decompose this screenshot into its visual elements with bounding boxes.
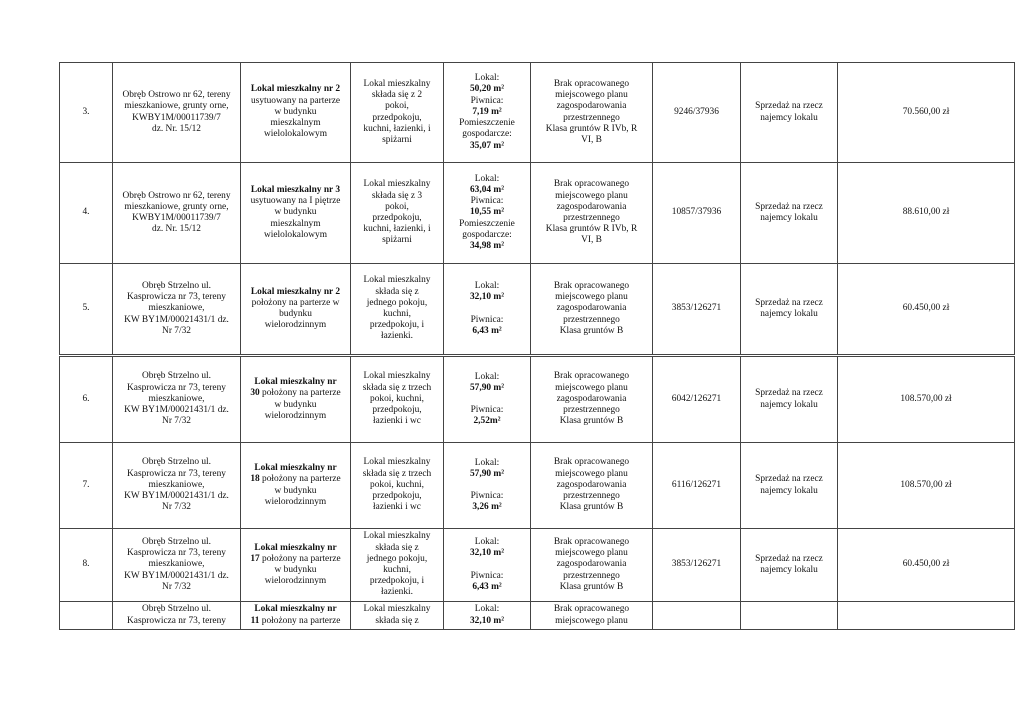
area-line xyxy=(447,480,527,491)
unit-title-bold: Lokal mieszkalny nr 2 xyxy=(250,286,341,297)
location-line: mieszkaniowe, xyxy=(148,559,205,570)
location-line: mieszkaniowe, grunty orne, xyxy=(124,201,229,212)
row-number-cell xyxy=(60,357,113,443)
composition-line: pokoi, kuchni, xyxy=(370,393,424,404)
area-line: 57,90 m² xyxy=(469,468,505,479)
area-line: 32,10 m² xyxy=(469,292,505,303)
location-line: Kasprowicza nr 73, tereny xyxy=(127,292,226,303)
plan-cell xyxy=(531,443,653,529)
sale-mode-line: Sprzedaż na rzecz xyxy=(755,553,823,564)
composition-line: kuchni, xyxy=(383,565,411,575)
plan-line: Brak opracowanego xyxy=(553,604,630,615)
share-cell xyxy=(653,63,741,163)
area-line: Piwnica: xyxy=(470,95,504,106)
area-line: 2,52m² xyxy=(473,416,501,427)
location-line: mieszkaniowe, xyxy=(148,479,205,490)
location-line: Kasprowicza nr 73, tereny xyxy=(127,615,226,626)
table-row xyxy=(60,163,1015,264)
plan-cell xyxy=(531,529,653,602)
sale-mode-cell xyxy=(741,529,838,602)
composition-cell xyxy=(351,529,444,602)
unit-cell xyxy=(241,602,351,630)
composition-line: Lokal mieszkalny xyxy=(363,604,431,615)
location-line: mieszkaniowe, xyxy=(148,303,205,314)
unit-number-line xyxy=(244,554,347,565)
sale-mode-line: Sprzedaż na rzecz xyxy=(755,201,823,212)
composition-line: spiżarni xyxy=(382,134,412,145)
row-number-cell xyxy=(60,163,113,264)
sale-mode-cell xyxy=(741,357,838,443)
plan-line: Brak opracowanego xyxy=(553,371,630,382)
table-row xyxy=(60,529,1015,602)
area-cell xyxy=(444,443,531,529)
row-number-cell xyxy=(60,63,113,163)
area-line: Piwnica: xyxy=(470,196,504,207)
unit-title xyxy=(244,463,347,474)
unit-number: 11 xyxy=(250,615,260,626)
area-line: Piwnica: xyxy=(470,405,504,415)
composition-line: Lokal mieszkalny xyxy=(363,371,431,382)
composition-line: Lokal mieszkalny xyxy=(363,531,431,542)
sale-mode-line: najemcy lokalu xyxy=(760,485,818,496)
sale-mode-cell xyxy=(741,443,838,529)
composition-line: składa się z 2 xyxy=(371,90,423,101)
location-line: dz. Nr. 15/12 xyxy=(152,224,201,235)
plan-line: zagospodarowania xyxy=(556,393,627,404)
share-cell xyxy=(653,443,741,529)
sale-mode-line: najemcy lokalu xyxy=(760,309,818,319)
sale-mode-cell xyxy=(741,602,838,630)
unit-number-line xyxy=(244,474,347,485)
sale-mode-cell xyxy=(741,63,838,163)
area-cell xyxy=(444,264,531,355)
unit-desc-inline: położony na parterze xyxy=(259,388,341,399)
location-line: KWBY1M/00011739/7 xyxy=(132,213,221,223)
row-number-cell xyxy=(60,602,113,630)
unit-cell xyxy=(241,357,351,443)
unit-title-bold: Lokal mieszkalny nr xyxy=(254,604,337,615)
plan-line: Brak opracowanego xyxy=(553,457,630,468)
composition-line: Lokal mieszkalny xyxy=(363,179,431,190)
area-cell xyxy=(444,163,531,264)
composition-cell xyxy=(351,602,444,630)
unit-title xyxy=(244,377,347,388)
area-line: 35,07 m² xyxy=(469,140,505,151)
location-cell xyxy=(113,163,241,264)
plan-line: Klasa gruntów B xyxy=(559,502,624,513)
unit-title xyxy=(244,185,347,196)
plan-line: miejscowego planu xyxy=(555,548,628,559)
composition-line: składa się z trzech xyxy=(362,468,432,479)
unit-title xyxy=(244,543,347,554)
area-line: Lokal: xyxy=(474,371,500,382)
location-line: KW BY1M/00021431/1 dz. xyxy=(124,491,229,502)
unit-desc-line: budynku xyxy=(279,309,312,319)
location-line: Obręb Strzelno ul. xyxy=(142,371,211,382)
plan-line: zagospodarowania xyxy=(556,201,627,212)
location-cell xyxy=(113,443,241,529)
plan-line: Brak opracowanego xyxy=(553,78,630,89)
unit-desc-inline: położony na parterze xyxy=(259,474,341,485)
share-value: 3853/126271 xyxy=(671,559,722,570)
location-line: Nr 7/32 xyxy=(162,502,191,513)
unit-desc-line: mieszkalnym xyxy=(270,218,321,229)
composition-line: składa się z xyxy=(375,615,419,626)
unit-desc-line: położony na parterze w xyxy=(251,297,340,308)
location-line: KWBY1M/00011739/7 xyxy=(132,112,221,123)
price-value: 60.450,00 zł xyxy=(902,559,950,570)
location-line: KW BY1M/00021431/1 dz. xyxy=(124,570,229,581)
composition-line: jednego pokoju, xyxy=(366,553,428,564)
table-row xyxy=(60,63,1015,163)
share-cell xyxy=(653,264,741,355)
area-cell xyxy=(444,357,531,443)
price-cell xyxy=(838,63,1015,163)
area-line: Lokal: xyxy=(474,604,500,615)
area-line: Piwnica: xyxy=(470,570,504,581)
area-line: Lokal: xyxy=(474,537,500,548)
row-number-cell xyxy=(60,443,113,529)
composition-cell xyxy=(351,357,444,443)
unit-title xyxy=(244,287,347,298)
area-line: 32,10 m² xyxy=(469,548,505,559)
plan-line: przestrzennego xyxy=(563,491,620,502)
composition-cell xyxy=(351,63,444,163)
plan-line: Brak opracowanego xyxy=(553,179,630,190)
row-number-cell xyxy=(60,529,113,602)
composition-cell xyxy=(351,443,444,529)
unit-desc-inline: położony na parterze xyxy=(259,615,341,626)
unit-title-bold: Lokal mieszkalny nr xyxy=(254,463,337,474)
unit-desc-line: w budynku xyxy=(274,106,317,117)
composition-line: pokoi, xyxy=(385,201,409,212)
sale-mode-cell xyxy=(741,163,838,264)
share-cell xyxy=(653,602,741,630)
unit-desc-inline: położony na parterze xyxy=(259,553,341,564)
plan-line: Klasa gruntów B xyxy=(559,581,624,592)
composition-line: łazienki. xyxy=(380,587,414,598)
price-cell xyxy=(838,163,1015,264)
composition-line: łazienki. xyxy=(380,331,414,342)
plan-line: przestrzennego xyxy=(563,570,620,581)
row-number: 6. xyxy=(82,393,90,404)
composition-line: pokoi, xyxy=(385,101,409,112)
location-cell xyxy=(113,357,241,443)
composition-line: przedpokoju, i xyxy=(369,576,425,587)
unit-desc-line: w budynku xyxy=(274,565,317,575)
unit-title-bold: Lokal mieszkalny nr xyxy=(254,377,337,388)
plan-line: Klasa gruntów B xyxy=(559,325,624,336)
composition-line: łazienki i wc xyxy=(373,416,421,427)
area-line: Lokal: xyxy=(474,457,500,468)
unit-number-line xyxy=(244,616,347,627)
unit-desc-line: usytuowany na I piętrze xyxy=(250,196,341,207)
row-number xyxy=(63,610,109,621)
location-line: mieszkaniowe, xyxy=(148,393,205,404)
price-cell xyxy=(838,357,1015,443)
sale-mode-line: Sprzedaż na rzecz xyxy=(755,101,823,112)
unit-number-line xyxy=(244,388,347,399)
location-line: KW BY1M/00021431/1 dz. xyxy=(124,405,229,416)
row-number: 4. xyxy=(82,207,90,218)
unit-desc-line: wielolokalowym xyxy=(263,129,327,140)
area-line: 34,98 m² xyxy=(469,241,505,251)
plan-line: VI, B xyxy=(581,134,602,145)
location-line: Nr 7/32 xyxy=(162,325,191,336)
unit-number: 17 xyxy=(250,553,260,564)
plan-line: zagospodarowania xyxy=(556,101,627,112)
location-line: Obręb Strzelno ul. xyxy=(142,457,211,468)
area-line: 3,26 m² xyxy=(472,502,502,513)
area-line: Pomieszczenie xyxy=(459,218,515,229)
area-line: Pomieszczenie xyxy=(459,118,515,129)
row-number: 8. xyxy=(82,559,90,570)
sale-mode-line: najemcy lokalu xyxy=(760,399,818,410)
composition-line: kuchni, xyxy=(383,309,411,319)
plan-line: miejscowego planu xyxy=(555,190,628,201)
composition-line: przedpokoju, i xyxy=(369,320,425,331)
location-line: Nr 7/32 xyxy=(162,581,191,592)
unit-title-bold: Lokal mieszkalny nr 2 xyxy=(250,84,341,95)
plan-line: przestrzennego xyxy=(563,314,620,325)
unit-number: 18 xyxy=(250,474,260,485)
location-line: Obręb Strzelno ul. xyxy=(142,536,211,547)
table-row xyxy=(60,264,1015,355)
unit-desc-line: wielorodzinnym xyxy=(264,410,327,421)
location-line: Nr 7/32 xyxy=(162,416,191,427)
unit-title xyxy=(244,84,347,95)
unit-cell xyxy=(241,264,351,355)
share-value: 9246/37936 xyxy=(674,106,719,117)
sale-mode-line: Sprzedaż na rzecz xyxy=(755,297,823,308)
price-value: 60.450,00 zł xyxy=(902,303,950,314)
area-line: 7,19 m² xyxy=(472,106,502,117)
composition-line: składa się z trzech xyxy=(362,382,432,393)
location-line: Obręb Strzelno ul. xyxy=(142,280,211,291)
area-line: gospodarcze: xyxy=(462,229,512,240)
area-cell xyxy=(444,602,531,630)
plan-line: zagospodarowania xyxy=(556,479,627,490)
plan-line: Klasa gruntów R IVb, R xyxy=(545,224,638,235)
unit-desc-line: usytuowany na parterze xyxy=(250,95,341,106)
share-value: 3853/126271 xyxy=(671,303,722,314)
composition-line: jednego pokoju, xyxy=(366,297,428,308)
area-line: Piwnica: xyxy=(470,314,504,325)
row-number: 7. xyxy=(82,479,90,490)
location-line: Obręb Ostrowo nr 62, tereny xyxy=(122,190,231,201)
area-line xyxy=(447,304,527,315)
location-line: Kasprowicza nr 73, tereny xyxy=(127,382,226,393)
location-line: KW BY1M/00021431/1 dz. xyxy=(124,314,229,325)
location-cell xyxy=(113,264,241,355)
plan-cell xyxy=(531,357,653,443)
unit-cell xyxy=(241,529,351,602)
location-cell xyxy=(113,602,241,630)
table-row xyxy=(60,357,1015,443)
plan-line: przestrzennego xyxy=(563,112,620,123)
plan-cell xyxy=(531,602,653,630)
row-number: 5. xyxy=(82,303,90,314)
unit-cell xyxy=(241,443,351,529)
location-line: Obręb Strzelno ul. xyxy=(142,604,211,615)
unit-title-bold: Lokal mieszkalny nr xyxy=(254,542,337,553)
composition-line: Lokal mieszkalny xyxy=(363,457,431,468)
row-number: 3. xyxy=(82,106,90,117)
sale-mode-line: najemcy lokalu xyxy=(760,213,818,223)
unit-desc-line: w budynku xyxy=(274,207,317,218)
plan-line: Klasa gruntów B xyxy=(559,416,624,427)
unit-desc-line: w budynku xyxy=(274,485,317,496)
plan-line: VI, B xyxy=(581,235,602,246)
composition-line: łazienki i wc xyxy=(373,502,421,513)
unit-number: 30 xyxy=(250,388,260,399)
plan-cell xyxy=(531,63,653,163)
unit-desc-line: mieszkalnym xyxy=(270,118,321,129)
location-line: mieszkaniowe, grunty orne, xyxy=(124,101,229,112)
table-row xyxy=(60,443,1015,529)
area-cell xyxy=(444,63,531,163)
plan-line: miejscowego planu xyxy=(555,382,628,393)
price-cell xyxy=(838,443,1015,529)
sale-mode-line: Sprzedaż na rzecz xyxy=(755,474,823,485)
area-line: 10,55 m² xyxy=(469,207,505,218)
share-value: 6116/126271 xyxy=(671,479,722,490)
composition-line: przedpokoju, xyxy=(372,491,422,502)
plan-line: zagospodarowania xyxy=(556,303,627,314)
area-cell xyxy=(444,529,531,602)
share-cell xyxy=(653,529,741,602)
price-value: 70.560,00 zł xyxy=(902,106,950,117)
sale-mode-cell xyxy=(741,264,838,355)
composition-line: przedpokoju, xyxy=(372,112,422,123)
area-line: Piwnica: xyxy=(470,491,504,501)
sale-mode-line: najemcy lokalu xyxy=(760,565,818,575)
plan-line: Brak opracowanego xyxy=(553,280,630,291)
unit-desc-line: wielorodzinnym xyxy=(264,496,327,507)
area-line: Lokal: xyxy=(474,73,500,84)
plan-line: zagospodarowania xyxy=(556,559,627,570)
composition-line: składa się z 3 xyxy=(371,190,423,201)
location-line: dz. Nr. 15/12 xyxy=(152,123,201,134)
plan-line: miejscowego planu xyxy=(555,90,628,101)
composition-line: Lokal mieszkalny xyxy=(363,78,431,89)
location-line: Obręb Ostrowo nr 62, tereny xyxy=(122,90,231,101)
composition-line: pokoi, kuchni, xyxy=(370,479,424,490)
location-line: Kasprowicza nr 73, tereny xyxy=(127,548,226,559)
share-cell xyxy=(653,357,741,443)
composition-line: składa się z xyxy=(375,542,419,553)
unit-desc-line: wielorodzinnym xyxy=(264,320,327,331)
share-value: 6042/126271 xyxy=(671,393,722,404)
plan-line: przestrzennego xyxy=(563,213,620,223)
composition-line: przedpokoju, xyxy=(372,213,422,223)
area-line xyxy=(447,560,527,571)
location-line: Kasprowicza nr 73, tereny xyxy=(127,468,226,479)
area-line xyxy=(447,394,527,405)
plan-line: Brak opracowanego xyxy=(553,536,630,547)
property-table-top xyxy=(59,62,1015,355)
area-line: 63,04 m² xyxy=(469,184,505,195)
price-value: 88.610,00 zł xyxy=(902,207,950,218)
plan-line: miejscowego planu xyxy=(555,292,628,303)
plan-line: Klasa gruntów R IVb, R xyxy=(545,123,638,134)
unit-desc-line: wielolokalowym xyxy=(263,229,327,240)
row-number-cell xyxy=(60,264,113,355)
sale-mode-line: Sprzedaż na rzecz xyxy=(755,388,823,399)
share-value xyxy=(656,610,737,621)
plan-cell xyxy=(531,163,653,264)
composition-line: przedpokoju, xyxy=(372,405,422,416)
price-value xyxy=(841,610,1011,621)
area-line: 6,43 m² xyxy=(472,325,502,336)
price-value: 108.570,00 zł xyxy=(900,479,952,490)
plan-line: przestrzennego xyxy=(563,405,620,416)
composition-cell xyxy=(351,264,444,355)
table-row xyxy=(60,602,1015,630)
share-value: 10857/37936 xyxy=(671,207,722,218)
unit-desc-line: wielorodzinnym xyxy=(264,576,327,587)
area-line: gospodarcze: xyxy=(462,129,512,140)
unit-desc-line: w budynku xyxy=(274,399,317,410)
composition-line: składa się z xyxy=(375,286,419,297)
composition-line: Lokal mieszkalny xyxy=(363,275,431,286)
price-cell xyxy=(838,264,1015,355)
share-cell xyxy=(653,163,741,264)
area-line: 6,43 m² xyxy=(472,581,502,592)
area-line: 57,90 m² xyxy=(469,382,505,393)
price-value: 108.570,00 zł xyxy=(900,393,952,404)
plan-line: miejscowego planu xyxy=(555,615,628,626)
composition-line: kuchni, łazienki, i xyxy=(363,224,431,235)
area-line: 32,10 m² xyxy=(469,615,505,626)
unit-title-bold: Lokal mieszkalny nr 3 xyxy=(250,184,341,195)
composition-line: kuchni, łazienki, i xyxy=(363,123,431,134)
composition-line: spiżarni xyxy=(382,235,412,246)
area-line: 50,20 m² xyxy=(469,84,505,95)
unit-cell xyxy=(241,163,351,264)
area-line: Lokal: xyxy=(474,173,500,184)
price-cell xyxy=(838,602,1015,630)
composition-cell xyxy=(351,163,444,264)
area-line: Lokal: xyxy=(474,281,500,292)
plan-line: miejscowego planu xyxy=(555,468,628,479)
unit-cell xyxy=(241,63,351,163)
plan-cell xyxy=(531,264,653,355)
property-table-bottom xyxy=(59,356,1015,630)
price-cell xyxy=(838,529,1015,602)
unit-title xyxy=(244,604,347,615)
sale-mode-line: najemcy lokalu xyxy=(760,112,818,123)
location-cell xyxy=(113,529,241,602)
location-cell xyxy=(113,63,241,163)
